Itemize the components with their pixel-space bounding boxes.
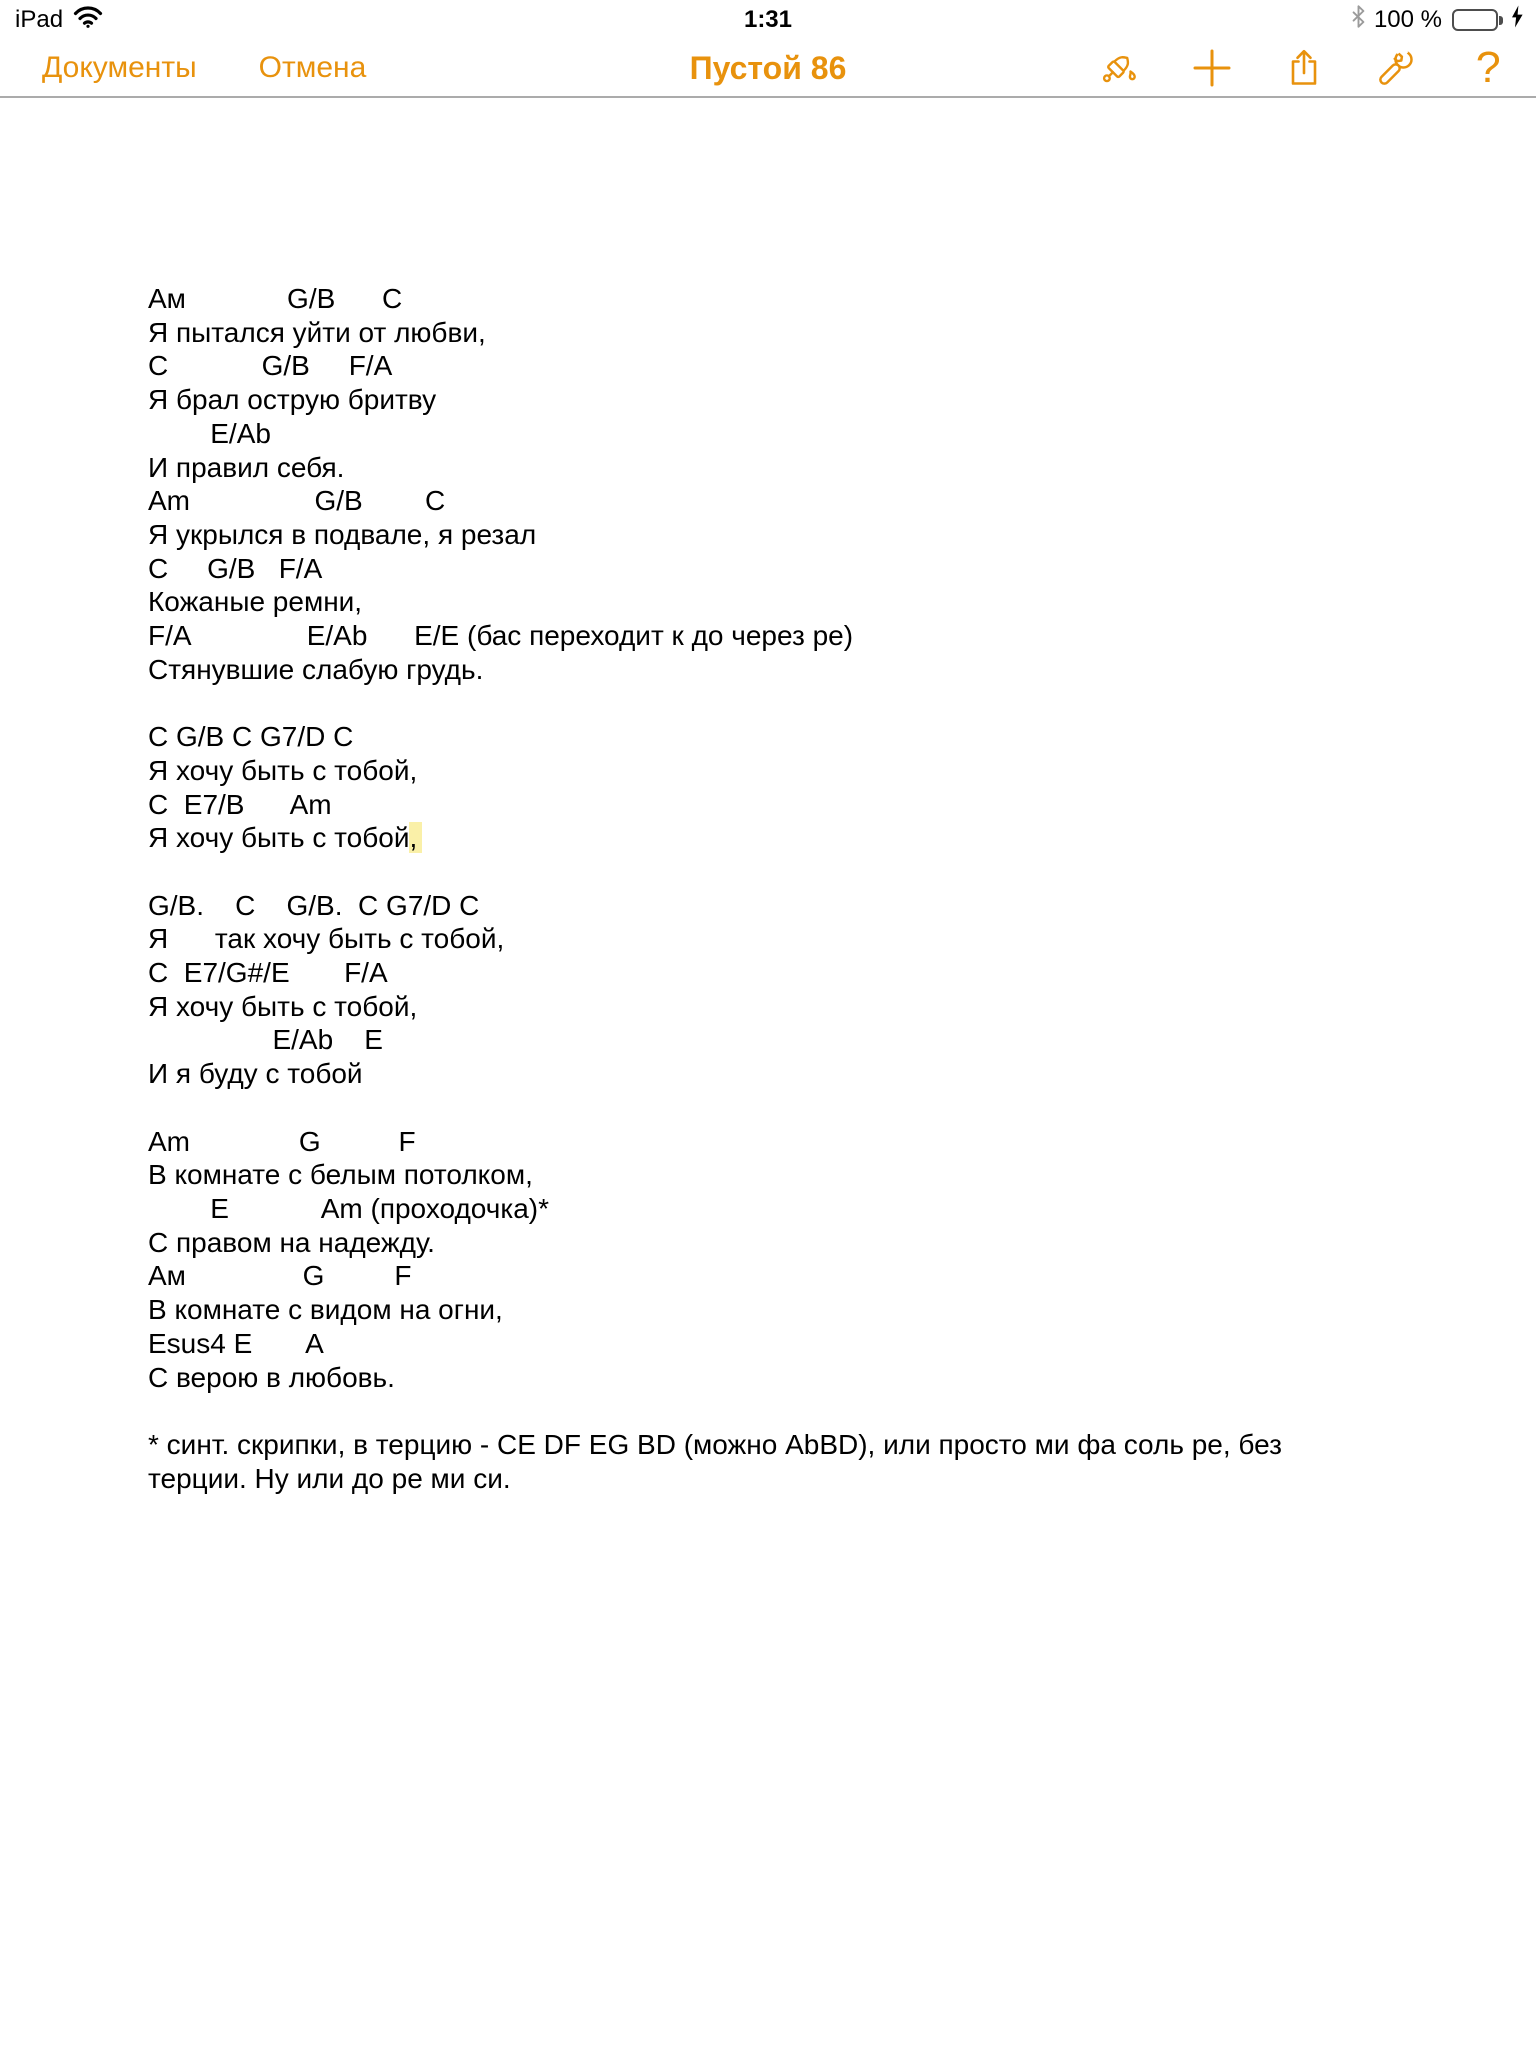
text-line: C E7/B Am (148, 788, 332, 820)
text-line: Я хочу быть с тобой, (148, 754, 418, 786)
help-glyph: ? (1475, 43, 1501, 92)
device-label: iPad (15, 6, 64, 33)
paintbrush-icon[interactable] (1098, 46, 1142, 90)
text-line: В комнате с белым потолком, (148, 1159, 533, 1191)
text-line: И я буду с тобой (148, 1058, 363, 1090)
text-line: E/Ab E (148, 1024, 383, 1056)
text-line: E Am (проходочка)* (148, 1192, 549, 1224)
blank-line (148, 1394, 1476, 1428)
text-line: Я хочу быть с тобой, (148, 821, 1476, 855)
share-icon[interactable] (1282, 46, 1326, 90)
text-line: C G/B F/A (148, 552, 323, 584)
blank-line (148, 855, 1476, 889)
text-line: С правом на надежду. (148, 1226, 435, 1258)
text-line: Ам G F (148, 1260, 412, 1292)
text-line: C G/B C G7/D C (148, 721, 354, 753)
text-line: C E7/G#/E F/A (148, 957, 388, 989)
clock: 1:31 (743, 6, 793, 33)
text-line: С верою в любовь. (148, 1361, 395, 1393)
text-line: Я брал острую бритву (148, 384, 437, 416)
text-line: F/A E/Ab E/E (бас переходит к до через ре) (148, 620, 854, 652)
text-line: E/Ab (148, 417, 271, 449)
text-line: * синт. скрипки, в терцию - CE DF EG BD (можно AbBD), или просто ми фа соль ре, без (148, 1428, 1282, 1460)
help-icon[interactable] (1466, 43, 1510, 92)
text-line: Am G/B C (148, 485, 446, 517)
text-line: Я укрылся в подвале, я резал (148, 518, 537, 550)
text-line: Am G F (148, 1125, 416, 1157)
battery-icon (1452, 9, 1503, 31)
documents-button[interactable]: Документы (42, 51, 197, 84)
text-line: Кожаные ремни, (148, 586, 363, 618)
wrench-icon[interactable] (1374, 46, 1418, 90)
document-lines (148, 282, 1476, 1495)
blank-line (148, 1091, 1476, 1125)
text-line: В комнате с видом на огни, (148, 1294, 503, 1326)
text-line: терции. Ну или до ре ми си. (148, 1462, 511, 1494)
text-line: Стянувшие слабую грудь. (148, 653, 484, 685)
charging-bolt-icon (1511, 5, 1524, 35)
text-line: Esus4 E A (148, 1327, 324, 1359)
document-area[interactable] (0, 98, 1536, 2048)
blank-line (148, 686, 1476, 720)
text-line: G/B. C G/B. C G7/D C (148, 889, 480, 921)
toolbar (0, 40, 1536, 98)
cancel-button[interactable]: Отмена (258, 51, 367, 84)
text-line: Я хочу быть с тобой, (148, 990, 418, 1022)
text-line: И правил себя. (148, 451, 345, 483)
battery-percent: 100 % (1373, 6, 1442, 33)
add-icon[interactable] (1190, 46, 1234, 90)
text-line: Ам G/B C (148, 283, 403, 314)
bluetooth-icon (1351, 5, 1366, 35)
document-title: Пустой 86 (689, 49, 847, 86)
text-line: Я пытался уйти от любви, (148, 316, 486, 348)
search-highlight: , (409, 822, 422, 853)
status-bar (0, 0, 1536, 40)
text-line: C G/B F/A (148, 350, 393, 382)
text-line: Я так хочу быть с тобой, (148, 923, 505, 955)
